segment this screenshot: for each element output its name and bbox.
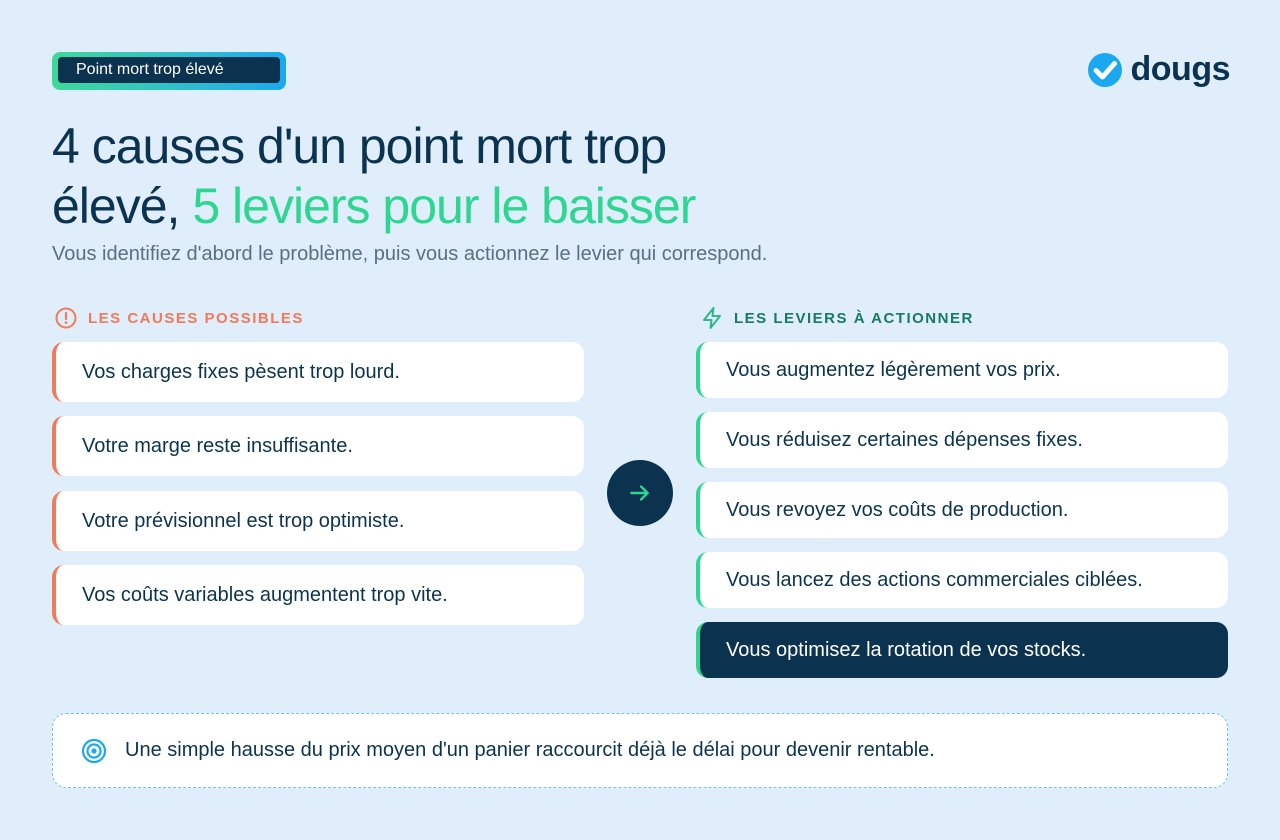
- arrow-right-icon: [627, 480, 653, 506]
- check-badge-icon: [1087, 52, 1123, 88]
- cause-card: [52, 565, 584, 625]
- title-line-2-dark: élevé,: [52, 178, 193, 234]
- lever-card-highlighted: [696, 622, 1228, 678]
- target-icon: [81, 738, 107, 764]
- lever-text: Vous réduisez certaines dépenses fixes.: [726, 428, 1083, 451]
- arrow-circle: [607, 460, 673, 526]
- topic-tag-label: Point mort trop élevé: [58, 57, 280, 83]
- lever-card: [696, 552, 1228, 608]
- lightning-icon: [700, 306, 724, 330]
- cause-card: [52, 342, 584, 402]
- cause-text: Vos charges fixes pèsent trop lourd.: [82, 360, 400, 383]
- tip-note: [52, 713, 1228, 788]
- lever-card: [696, 412, 1228, 468]
- lever-text: Vous optimisez la rotation de vos stocks.: [726, 638, 1087, 661]
- causes-heading-label: LES CAUSES POSSIBLES: [88, 309, 304, 327]
- causes-heading: [54, 306, 304, 330]
- tip-text: Une simple hausse du prix moyen d'un panier raccourcit déjà le délai pour devenir rentable.: [125, 739, 935, 761]
- cause-text: Votre marge reste insuffisante.: [82, 434, 353, 457]
- levers-heading-label: LES LEVIERS À ACTIONNER: [734, 309, 974, 327]
- levers-heading: [700, 306, 974, 330]
- lever-text: Vous augmentez légèrement vos prix.: [726, 358, 1061, 381]
- logo-wordmark: dougs: [1130, 50, 1230, 88]
- topic-tag: [52, 52, 288, 92]
- cause-card: [52, 491, 584, 551]
- cause-card: [52, 416, 584, 476]
- dougs-logo: [1087, 50, 1230, 89]
- cause-text: Vos coûts variables augmentent trop vite.: [82, 583, 448, 606]
- lever-card: [696, 482, 1228, 538]
- alert-circle-icon: [54, 306, 78, 330]
- title-line-1: 4 causes d'un point mort trop: [52, 118, 667, 174]
- page-title: [52, 116, 695, 236]
- lever-text: Vous revoyez vos coûts de production.: [726, 498, 1069, 521]
- lever-text: Vous lancez des actions commerciales ciblées.: [726, 568, 1143, 591]
- title-line-2-accent: 5 leviers pour le baisser: [192, 178, 696, 234]
- cause-text: Votre prévisionnel est trop optimiste.: [82, 509, 405, 532]
- lever-card: [696, 342, 1228, 398]
- page-subtitle: Vous identifiez d'abord le problème, puis vous actionnez le levier qui correspond.: [52, 243, 768, 265]
